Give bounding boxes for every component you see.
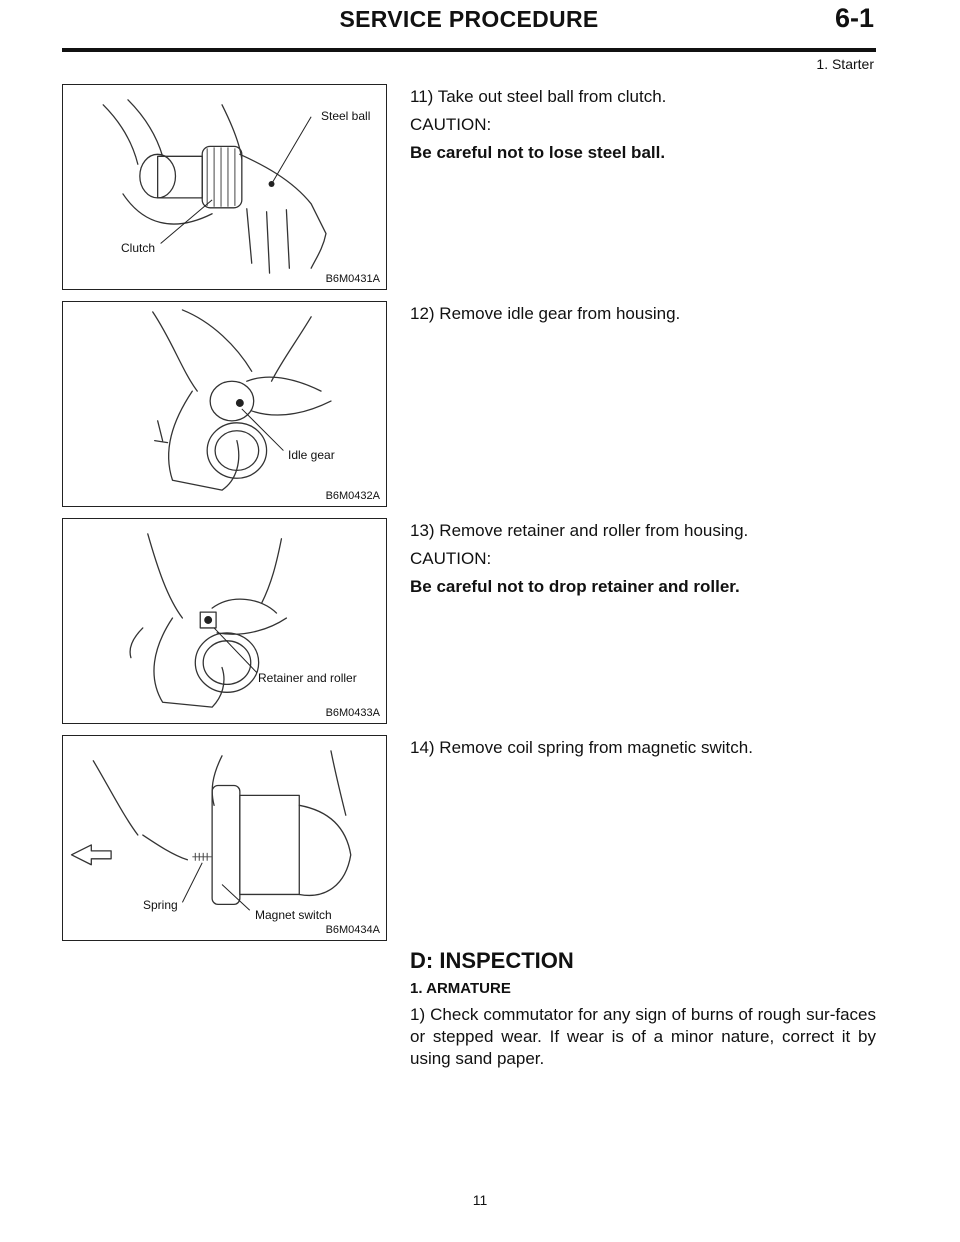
header-rule <box>62 48 876 52</box>
figure-code: B6M0433A <box>325 707 380 719</box>
caution-label: CAUTION: <box>410 115 492 134</box>
callout-clutch: Clutch <box>121 241 156 255</box>
callout-steel-ball: Steel ball <box>321 109 371 123</box>
callout-idle-gear: Idle gear <box>288 448 335 462</box>
inspection-body: 1) Check commutator for any sign of burns of rough sur-faces or stepped wear. If wear is of a minor nature, correct it by using sand paper. <box>410 1005 876 1068</box>
page-header <box>62 0 876 72</box>
idle-gear-illustration <box>63 302 386 506</box>
figure-coil-spring <box>62 735 387 941</box>
figure-code: B6M0434A <box>325 924 380 936</box>
header-subtitle: 1. Starter <box>816 56 874 72</box>
retainer-roller-illustration <box>63 519 386 723</box>
step-11 <box>410 86 876 170</box>
armature-subheading: 1. ARMATURE <box>410 980 511 997</box>
page-number: 11 <box>472 1192 488 1208</box>
step-text: 13) Remove retainer and roller from housing. <box>410 521 749 540</box>
figure-code: B6M0431A <box>325 273 380 285</box>
step-13 <box>410 520 876 604</box>
step-text: 12) Remove idle gear from housing. <box>410 304 681 323</box>
step-12 <box>410 303 876 331</box>
figure-idle-gear <box>62 301 387 507</box>
section-number: 6-1 <box>834 3 874 33</box>
step-14 <box>410 737 876 765</box>
step-text: 14) Remove coil spring from magnetic switch. <box>410 738 753 757</box>
figure-steel-ball <box>62 84 387 290</box>
callout-spring: Spring <box>143 898 178 912</box>
callout-magnet-switch: Magnet switch <box>255 908 332 922</box>
caution-text: Be careful not to drop retainer and roller. <box>410 577 740 596</box>
inspection-heading: D: INSPECTION <box>410 948 574 973</box>
caution-label: CAUTION: <box>410 549 492 568</box>
step-text: 11) Take out steel ball from clutch. <box>410 87 667 106</box>
caution-text: Be careful not to lose steel ball. <box>410 143 666 162</box>
figure-retainer-roller <box>62 518 387 724</box>
coil-spring-illustration <box>63 736 386 940</box>
figure-code: B6M0432A <box>325 490 380 502</box>
callout-retainer-roller: Retainer and roller <box>258 671 357 685</box>
header-title: SERVICE PROCEDURE <box>339 6 599 32</box>
